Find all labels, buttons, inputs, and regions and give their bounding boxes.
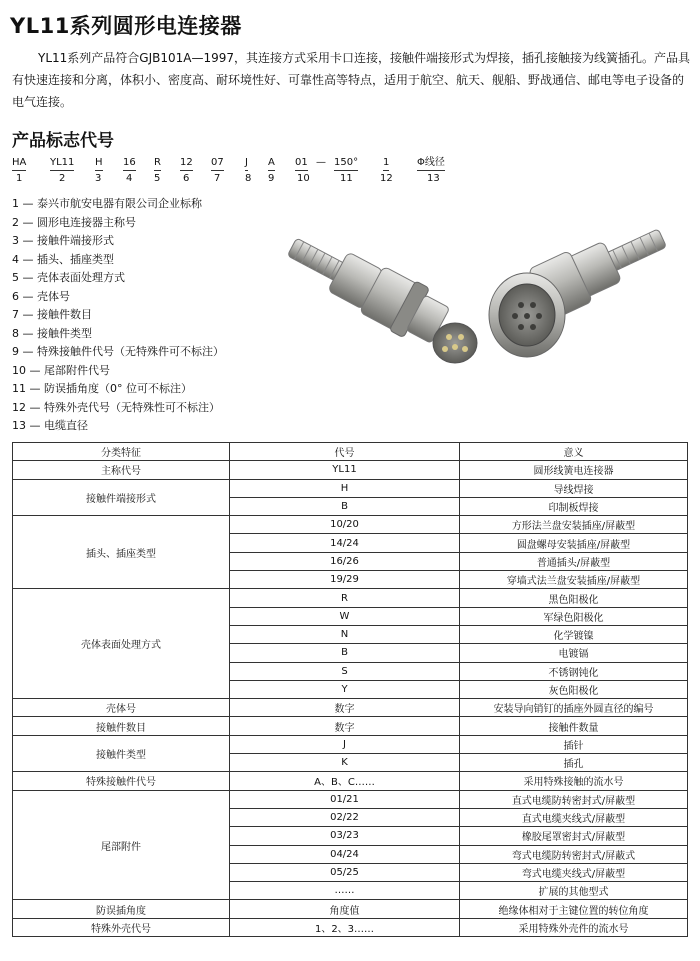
meaning-cell: 弯式电缆防转密封式/屏蔽式 [460, 845, 688, 863]
table-row [13, 900, 688, 918]
feature-cell: 防误插角度 [13, 900, 230, 918]
table-header-row [13, 443, 688, 461]
feature-cell: 接触件端接形式 [13, 479, 230, 516]
intro-paragraph: YL11系列产品符合GJB101A—1997，其连接方式采用卡口连接，接触件端接形式为焊接，插孔接触接为线簧插孔。产品具有快速连接和分离，体积小、密度高、耐环境性好、可靠性高等特点，适用于航空、航天、舰船、野战通信、邮电等电子设备的电气连接。 [12, 51, 691, 109]
code-cell: 02/22 [230, 808, 460, 826]
feature-cell: 壳体表面处理方式 [13, 589, 230, 699]
meaning-cell: 穿墙式法兰盘安装插座/屏蔽型 [460, 571, 688, 589]
table-row [13, 699, 688, 717]
legend-item: 5 — 壳体表面处理方式 [12, 271, 125, 284]
code-part: 150° [334, 157, 358, 171]
code-index: 9 [268, 173, 275, 184]
code-cell: 数字 [230, 717, 460, 735]
feature-cell: 壳体号 [13, 699, 230, 717]
meaning-cell: 黑色阳极化 [460, 589, 688, 607]
code-index: 1 [16, 173, 23, 184]
meaning-cell: 不锈钢钝化 [460, 662, 688, 680]
code-index: 13 [427, 173, 440, 184]
meaning-cell: 化学镀镍 [460, 625, 688, 643]
code-index: 10 [297, 173, 310, 184]
legend-item: 11 — 防误插角度（0° 位可不标注） [12, 382, 192, 395]
feature-cell: 主称代号 [13, 461, 230, 479]
table-row [13, 918, 688, 936]
meaning-cell: 采用特殊外壳件的流水号 [460, 918, 688, 936]
meaning-cell: 导线焊接 [460, 479, 688, 497]
code-part: Φ线径 [417, 157, 445, 171]
code-cell: 数字 [230, 699, 460, 717]
legend-item: 9 — 特殊接触件代号（无特殊件可不标注） [12, 345, 224, 358]
code-index: 12 [380, 173, 393, 184]
table-row [13, 479, 688, 497]
meaning-cell: 安装导向销钉的插座外圆直径的编号 [460, 699, 688, 717]
table-header: 意义 [460, 443, 688, 461]
code-part: 16 [123, 157, 136, 171]
meaning-cell: 绝缘体相对于主键位置的转位角度 [460, 900, 688, 918]
code-part: R [154, 157, 161, 171]
code-cell: S [230, 662, 460, 680]
code-index: 2 [59, 173, 66, 184]
connector-photo [285, 225, 685, 365]
meaning-cell: 印制板焊接 [460, 497, 688, 515]
legend-item: 6 — 壳体号 [12, 289, 70, 303]
code-cell: B [230, 644, 460, 662]
table-row [13, 516, 688, 534]
code-index: 4 [126, 173, 133, 184]
code-part: HA [12, 157, 26, 171]
legend-item: 12 — 特殊外壳代号（无特殊性可不标注） [12, 400, 220, 414]
meaning-cell: 圆盘螺母安装插座/屏蔽型 [460, 534, 688, 552]
meaning-cell: 直式电缆防转密封式/屏蔽型 [460, 790, 688, 808]
meaning-cell: 方形法兰盘安装插座/屏蔽型 [460, 516, 688, 534]
meaning-cell: 采用特殊接触的流水号 [460, 772, 688, 790]
legend-item: 10 — 尾部附件代号 [12, 363, 110, 377]
meaning-cell: 直式电缆夹线式/屏蔽型 [460, 808, 688, 826]
legend-item: 2 — 圆形电连接器主称号 [12, 215, 136, 229]
code-part: 07 [211, 157, 224, 171]
code-index: 11 [340, 173, 353, 184]
code-cell: 03/23 [230, 827, 460, 845]
legend-item: 13 — 电缆直径 [12, 419, 88, 432]
code-cell: J [230, 735, 460, 753]
table-header: 代号 [230, 443, 460, 461]
spec-table [12, 442, 688, 937]
table-row [13, 589, 688, 607]
code-cell: K [230, 754, 460, 772]
receptacle-connector [489, 225, 674, 357]
code-index: 3 [95, 173, 102, 184]
meaning-cell: 军绿色阳极化 [460, 607, 688, 625]
code-cell: B [230, 497, 460, 515]
table-row [13, 461, 688, 479]
code-legend [12, 195, 224, 436]
feature-cell: 插头、插座类型 [13, 516, 230, 589]
feature-cell: 特殊接触件代号 [13, 772, 230, 790]
meaning-cell: 扩展的其他型式 [460, 882, 688, 900]
code-cell: YL11 [230, 461, 460, 479]
code-cell: W [230, 607, 460, 625]
feature-cell: 特殊外壳代号 [13, 918, 230, 936]
meaning-cell: 接触件数量 [460, 717, 688, 735]
table-row [13, 735, 688, 753]
code-cell: 1、2、3…… [230, 918, 460, 936]
legend-item: 7 — 接触件数目 [12, 308, 92, 321]
meaning-cell: 橡胶尾罩密封式/屏蔽型 [460, 827, 688, 845]
code-cell: 16/26 [230, 552, 460, 570]
table-header: 分类特征 [13, 443, 230, 461]
legend-item: 3 — 接触件端接形式 [12, 234, 114, 247]
code-part: 1 [383, 157, 389, 171]
meaning-cell: 插针 [460, 735, 688, 753]
code-cell: 04/24 [230, 845, 460, 863]
code-part: YL11 [50, 157, 74, 171]
code-cell: N [230, 625, 460, 643]
legend-item: 1 — 泰兴市航安电器有限公司企业标称 [12, 197, 202, 210]
code-cell: 05/25 [230, 863, 460, 881]
meaning-cell: 普通插头/屏蔽型 [460, 552, 688, 570]
code-cell: 19/29 [230, 571, 460, 589]
code-cell: 10/20 [230, 516, 460, 534]
code-index: 6 [183, 173, 190, 184]
code-cell: 角度值 [230, 900, 460, 918]
plug-connector [285, 225, 477, 363]
code-part: 12 [180, 157, 193, 171]
table-row [13, 717, 688, 735]
legend-item: 8 — 接触件类型 [12, 326, 92, 340]
meaning-cell: 插孔 [460, 754, 688, 772]
code-cell: Y [230, 680, 460, 698]
code-cell: 14/24 [230, 534, 460, 552]
code-part: J [245, 157, 248, 171]
page-title: YL11系列圆形电连接器 [10, 14, 242, 38]
code-part: A [268, 157, 275, 171]
meaning-cell: 圆形线簧电连接器 [460, 461, 688, 479]
table-row [13, 790, 688, 808]
code-index: 5 [154, 173, 161, 184]
table-row [13, 772, 688, 790]
code-index: 8 [245, 173, 252, 184]
feature-cell: 接触件数目 [13, 717, 230, 735]
code-dash: — [316, 157, 326, 168]
meaning-cell: 电镀镉 [460, 644, 688, 662]
code-part: H [95, 157, 103, 171]
code-cell: A、B、C…… [230, 772, 460, 790]
meaning-cell: 灰色阳极化 [460, 680, 688, 698]
feature-cell: 尾部附件 [13, 790, 230, 900]
meaning-cell: 弯式电缆夹线式/屏蔽型 [460, 863, 688, 881]
legend-item: 4 — 插头、插座类型 [12, 252, 114, 266]
code-cell: …… [230, 882, 460, 900]
code-cell: R [230, 589, 460, 607]
feature-cell: 接触件类型 [13, 735, 230, 772]
code-cell: H [230, 479, 460, 497]
code-cell: 01/21 [230, 790, 460, 808]
code-index: 7 [214, 173, 221, 184]
section-title: 产品标志代号 [12, 131, 114, 151]
code-part: 01 [295, 157, 308, 171]
